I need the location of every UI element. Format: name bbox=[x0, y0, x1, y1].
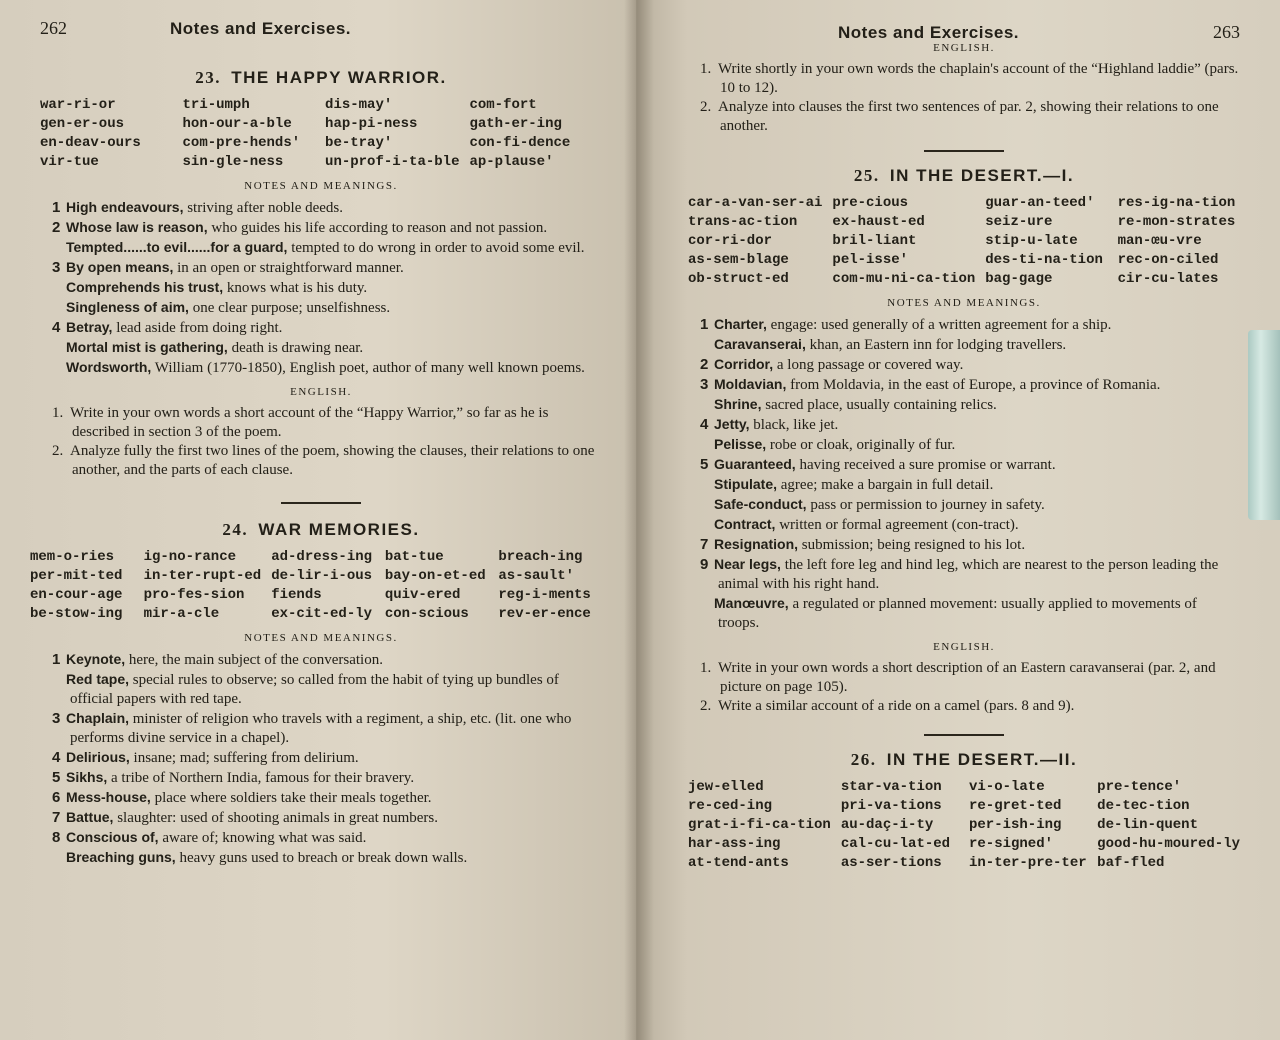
exercise-item: 1. Write in your own words a short description of an Eastern caravanserai (par. 2, and picture on page 105). bbox=[700, 660, 1216, 695]
section-number: 24. bbox=[222, 520, 249, 539]
vocab-word: seiz-ure bbox=[985, 214, 1053, 230]
exercise-item: 1. Write in your own words a short account of the “Happy Warrior,” so far as he is described in section 3 of the poem. bbox=[52, 405, 549, 440]
vocab-word: tri-umph bbox=[182, 97, 250, 113]
section-title: IN THE DESERT.—I. bbox=[889, 166, 1075, 185]
exercise-item: 2. Write a similar account of a ride on a camel (pars. 8 and 9). bbox=[700, 698, 1075, 714]
section-25-vocab bbox=[688, 194, 1240, 289]
vocab-column bbox=[30, 548, 134, 624]
vocab-word: mir-a-cle bbox=[143, 606, 220, 622]
vocab-column bbox=[325, 96, 459, 172]
section-23-vocab bbox=[40, 96, 602, 172]
section-title: IN THE DESERT.—II. bbox=[886, 750, 1078, 769]
section-25-heading bbox=[688, 166, 1240, 186]
vocab-word: har-ass-ing bbox=[688, 836, 781, 852]
note-item: Mortal mist is gathering, death is drawing near. bbox=[66, 339, 364, 356]
exercise-item: 2. Analyze into clauses the first two sentences of par. 2, showing their relations to one another. bbox=[700, 99, 1219, 134]
section-24-notes bbox=[40, 650, 602, 868]
vocab-word: pri-va-tions bbox=[840, 798, 942, 814]
vocab-word: bril-liant bbox=[832, 233, 917, 249]
note-item: Contract, written or formal agreement (con-tract). bbox=[714, 516, 1019, 533]
note-item: 4 Delirious, insane; mad; suffering from delirium. bbox=[52, 749, 359, 766]
note-item: 7 Battue, slaughter: used of shooting animals in great numbers. bbox=[52, 809, 438, 826]
vocab-word: jew-elled bbox=[688, 779, 764, 795]
note-item: 5 Sikhs, a tribe of Northern India, famous for their bravery. bbox=[52, 769, 415, 786]
section-26-vocab bbox=[688, 778, 1240, 873]
running-title: Notes and Exercises. bbox=[170, 19, 352, 38]
note-item: 1 Charter, engage: used generally of a written agreement for a ship. bbox=[700, 316, 1112, 333]
vocab-word: re-gret-ted bbox=[969, 798, 1062, 814]
vocab-word: re-ced-ing bbox=[688, 798, 773, 814]
notes-heading: NOTES AND MEANINGS. bbox=[244, 180, 398, 192]
note-item: 1 Keynote, here, the main subject of the conversation. bbox=[52, 651, 383, 668]
vocab-column bbox=[1097, 778, 1240, 873]
vocab-word: cor-ri-dor bbox=[688, 233, 773, 249]
note-item: Pelisse, robe or cloak, originally of fur. bbox=[714, 436, 956, 453]
vocab-column bbox=[498, 548, 602, 624]
page-number: 263 bbox=[1213, 22, 1240, 42]
vocab-column bbox=[385, 548, 489, 624]
note-item: Tempted......to evil......for a guard, tempted to do wrong in order to avoid some evil. bbox=[66, 239, 585, 256]
vocab-word: en-cour-age bbox=[30, 587, 123, 603]
note-item: 3 Chaplain, minister of religion who travels with a regiment, a ship, etc. (lit. one who performs divine service in a chapel). bbox=[52, 710, 572, 746]
note-item: Manœuvre, a regulated or planned movement: usually applied to movements of troops. bbox=[714, 595, 1197, 631]
vocab-word: per-mit-ted bbox=[30, 568, 123, 584]
note-item: Breaching guns, heavy guns used to breach or break down walls. bbox=[66, 849, 468, 866]
page-number: 262 bbox=[40, 18, 67, 38]
vocab-word: com-fort bbox=[469, 97, 537, 113]
vocab-column bbox=[688, 194, 822, 289]
vocab-word: un-prof-i-ta-ble bbox=[325, 154, 460, 170]
vocab-word: com-mu-ni-ca-tion bbox=[832, 271, 976, 287]
vocab-word: au-daç-i-ty bbox=[840, 817, 934, 833]
vocab-word: pre-tence′ bbox=[1097, 779, 1182, 795]
vocab-word: vi-o-late bbox=[969, 779, 1045, 795]
notes-heading: NOTES AND MEANINGS. bbox=[244, 632, 398, 644]
vocab-word: gath-er-ing bbox=[469, 116, 562, 132]
vocab-word: bay-on-et-ed bbox=[384, 568, 486, 584]
note-item: 3 By open means, in an open or straightforward manner. bbox=[52, 259, 404, 276]
vocab-word: hap-pi-ness bbox=[325, 116, 418, 132]
vocab-column bbox=[40, 96, 173, 172]
vocab-word: en-deav-ours bbox=[40, 135, 141, 151]
note-item: 8 Conscious of, aware of; knowing what was said. bbox=[52, 829, 367, 846]
vocab-word: pre-cious bbox=[832, 195, 909, 211]
vocab-word: cal-cu-lat-ed bbox=[840, 836, 951, 852]
vocab-word: sin-gle-ness bbox=[182, 154, 284, 170]
vocab-column bbox=[271, 548, 375, 624]
vocab-word: as-ser-tions bbox=[840, 855, 942, 871]
section-24-heading bbox=[40, 520, 602, 540]
note-item: 2 Corridor, a long passage or covered way. bbox=[700, 356, 964, 373]
section-number: 25. bbox=[853, 166, 880, 185]
vocab-word: gen-er-ous bbox=[40, 116, 125, 132]
vocab-word: good-hu-moured-ly bbox=[1097, 836, 1240, 852]
section-number: 26. bbox=[850, 750, 877, 769]
vocab-word: rev-er-ence bbox=[498, 606, 591, 622]
vocab-column bbox=[1118, 194, 1240, 289]
vocab-word: war-ri-or bbox=[40, 97, 116, 113]
section-23-heading bbox=[40, 68, 602, 88]
vocab-word: as-sem-blage bbox=[688, 252, 789, 268]
vocab-word: star-va-tion bbox=[840, 779, 942, 795]
english-heading: ENGLISH. bbox=[290, 386, 352, 398]
vocab-word: baf-fled bbox=[1097, 855, 1165, 871]
section-26-heading bbox=[688, 750, 1240, 770]
vocab-word: per-ish-ing bbox=[969, 817, 1062, 833]
note-item: 5 Guaranteed, having received a sure promise or warrant. bbox=[700, 456, 1056, 473]
vocab-column bbox=[469, 96, 602, 172]
note-item: Red tape, special rules to observe; so called from the habit of tying up bundles of official papers with red tape. bbox=[66, 671, 559, 707]
section-divider bbox=[924, 734, 1004, 736]
vocab-word: grat-i-fi-ca-tion bbox=[688, 817, 831, 833]
note-item: 3 Moldavian, from Moldavia, in the east of Europe, a province of Romania. bbox=[700, 376, 1161, 393]
vocab-word: car-a-van-ser-ai bbox=[688, 195, 823, 211]
note-item: 9 Near legs, the left fore leg and hind leg, which are nearest to the person leading the animal with his right hand. bbox=[700, 556, 1219, 592]
note-item: Comprehends his trust, knows what is his duty. bbox=[66, 279, 368, 296]
vocab-word: quiv-ered bbox=[384, 587, 461, 603]
note-item: 4 Jetty, black, like jet. bbox=[700, 416, 839, 433]
vocab-word: guar-an-teed′ bbox=[985, 195, 1095, 211]
note-item: 7 Resignation, submission; being resigned to his lot. bbox=[700, 536, 1026, 553]
section-25-notes bbox=[688, 315, 1240, 633]
notes-heading: NOTES AND MEANINGS. bbox=[887, 297, 1041, 309]
vocab-word: re-signed′ bbox=[969, 836, 1054, 852]
vocab-word: de-lir-i-ous bbox=[271, 568, 373, 584]
vocab-word: reg-i-ments bbox=[498, 587, 591, 603]
note-item: Singleness of aim, one clear purpose; unselfishness. bbox=[66, 299, 391, 316]
vocab-column bbox=[144, 548, 262, 624]
note-item: Wordsworth, William (1770-1850), English poet, author of many well known poems. bbox=[66, 359, 585, 376]
vocab-word: as-sault′ bbox=[498, 568, 575, 584]
vocab-column bbox=[985, 194, 1107, 289]
section-divider bbox=[924, 150, 1004, 152]
section-23-notes bbox=[40, 198, 602, 378]
vocab-word: rec-on-ciled bbox=[1117, 252, 1219, 268]
note-item: 2 Whose law is reason, who guides his life according to reason and not passion. bbox=[52, 219, 548, 236]
vocab-word: con-scious bbox=[384, 606, 469, 622]
vocab-word: hon-our-a-ble bbox=[182, 116, 292, 132]
vocab-word: be-stow-ing bbox=[30, 606, 123, 622]
vocab-column bbox=[183, 96, 316, 172]
note-item: Stipulate, agree; make a bargain in full detail. bbox=[714, 476, 994, 493]
exercise-item: 1. Write shortly in your own words the chaplain's account of the “Highland laddie” (pars. 10 to 12). bbox=[700, 61, 1239, 96]
vocab-word: dis-may′ bbox=[325, 97, 393, 113]
english-heading: ENGLISH. bbox=[933, 42, 995, 54]
exercise-item: 2. Analyze fully the first two lines of the poem, showing the clauses, their relations to one another, and the parts of each clause. bbox=[52, 443, 595, 478]
vocab-column bbox=[832, 194, 975, 289]
note-item: 6 Mess-house, place where soldiers take their meals together. bbox=[52, 789, 432, 806]
right-page bbox=[636, 0, 1280, 1040]
vocab-word: be-tray′ bbox=[325, 135, 393, 151]
vocab-word: man-œu-vre bbox=[1117, 233, 1202, 249]
vocab-word: des-ti-na-tion bbox=[985, 252, 1103, 268]
note-item: Caravanserai, khan, an Eastern inn for lodging travellers. bbox=[714, 336, 1067, 353]
vocab-word: breach-ing bbox=[498, 549, 583, 565]
vocab-word: pel-isse′ bbox=[832, 252, 909, 268]
book-gutter-shadow bbox=[624, 0, 654, 1040]
vocab-word: fiends bbox=[271, 587, 322, 603]
vocab-word: in-ter-pre-ter bbox=[969, 855, 1087, 871]
vocab-word: bag-gage bbox=[985, 271, 1053, 287]
vocab-word: re-mon-strates bbox=[1117, 214, 1236, 230]
vocab-word: ad-dress-ing bbox=[271, 549, 373, 565]
running-title: Notes and Exercises. bbox=[838, 23, 1020, 42]
vocab-column bbox=[969, 778, 1087, 873]
section-divider bbox=[281, 502, 361, 504]
vocab-word: con-fi-dence bbox=[469, 135, 571, 151]
vocab-word: bat-tue bbox=[384, 549, 444, 565]
left-page bbox=[0, 0, 636, 1040]
section-24-vocab bbox=[30, 548, 602, 624]
vocab-word: de-lin-quent bbox=[1097, 817, 1198, 833]
vocab-word: com-pre-hends′ bbox=[182, 135, 301, 151]
vocab-word: ig-no-rance bbox=[143, 549, 237, 565]
vocab-word: ex-haust-ed bbox=[832, 214, 925, 230]
note-item: 1 High endeavours, striving after noble deeds. bbox=[52, 199, 344, 216]
note-item: Safe-conduct, pass or permission to journey in safety. bbox=[714, 496, 1045, 513]
note-item: 4 Betray, lead aside from doing right. bbox=[52, 319, 283, 336]
vocab-word: ap-plause′ bbox=[469, 154, 554, 170]
section-title: THE HAPPY WARRIOR. bbox=[231, 68, 447, 87]
vocab-word: at-tend-ants bbox=[688, 855, 789, 871]
vocab-word: res-ig-na-tion bbox=[1117, 195, 1236, 211]
vocab-word: ob-struct-ed bbox=[688, 271, 789, 287]
right-running-head bbox=[688, 0, 1240, 40]
vocab-word: in-ter-rupt-ed bbox=[143, 568, 262, 584]
section-number: 23. bbox=[195, 68, 221, 87]
vocab-word: cir-cu-lates bbox=[1117, 271, 1219, 287]
vocab-word: vir-tue bbox=[40, 154, 99, 170]
left-running-head bbox=[40, 18, 602, 58]
vocab-word: trans-ac-tion bbox=[688, 214, 798, 230]
vocab-word: stip-u-late bbox=[985, 233, 1078, 249]
vocab-word: ex-cit-ed-ly bbox=[271, 606, 373, 622]
vocab-column bbox=[841, 778, 959, 873]
vocab-word: pro-fes-sion bbox=[143, 587, 245, 603]
vocab-column bbox=[688, 778, 831, 873]
note-item: Shrine, sacred place, usually containing relics. bbox=[714, 396, 997, 413]
vocab-word: de-tec-tion bbox=[1097, 798, 1190, 814]
section-title: WAR MEMORIES. bbox=[258, 520, 420, 539]
vocab-word: mem-o-ries bbox=[30, 549, 115, 565]
glass-paperweight bbox=[1248, 330, 1280, 520]
english-heading: ENGLISH. bbox=[933, 641, 995, 653]
